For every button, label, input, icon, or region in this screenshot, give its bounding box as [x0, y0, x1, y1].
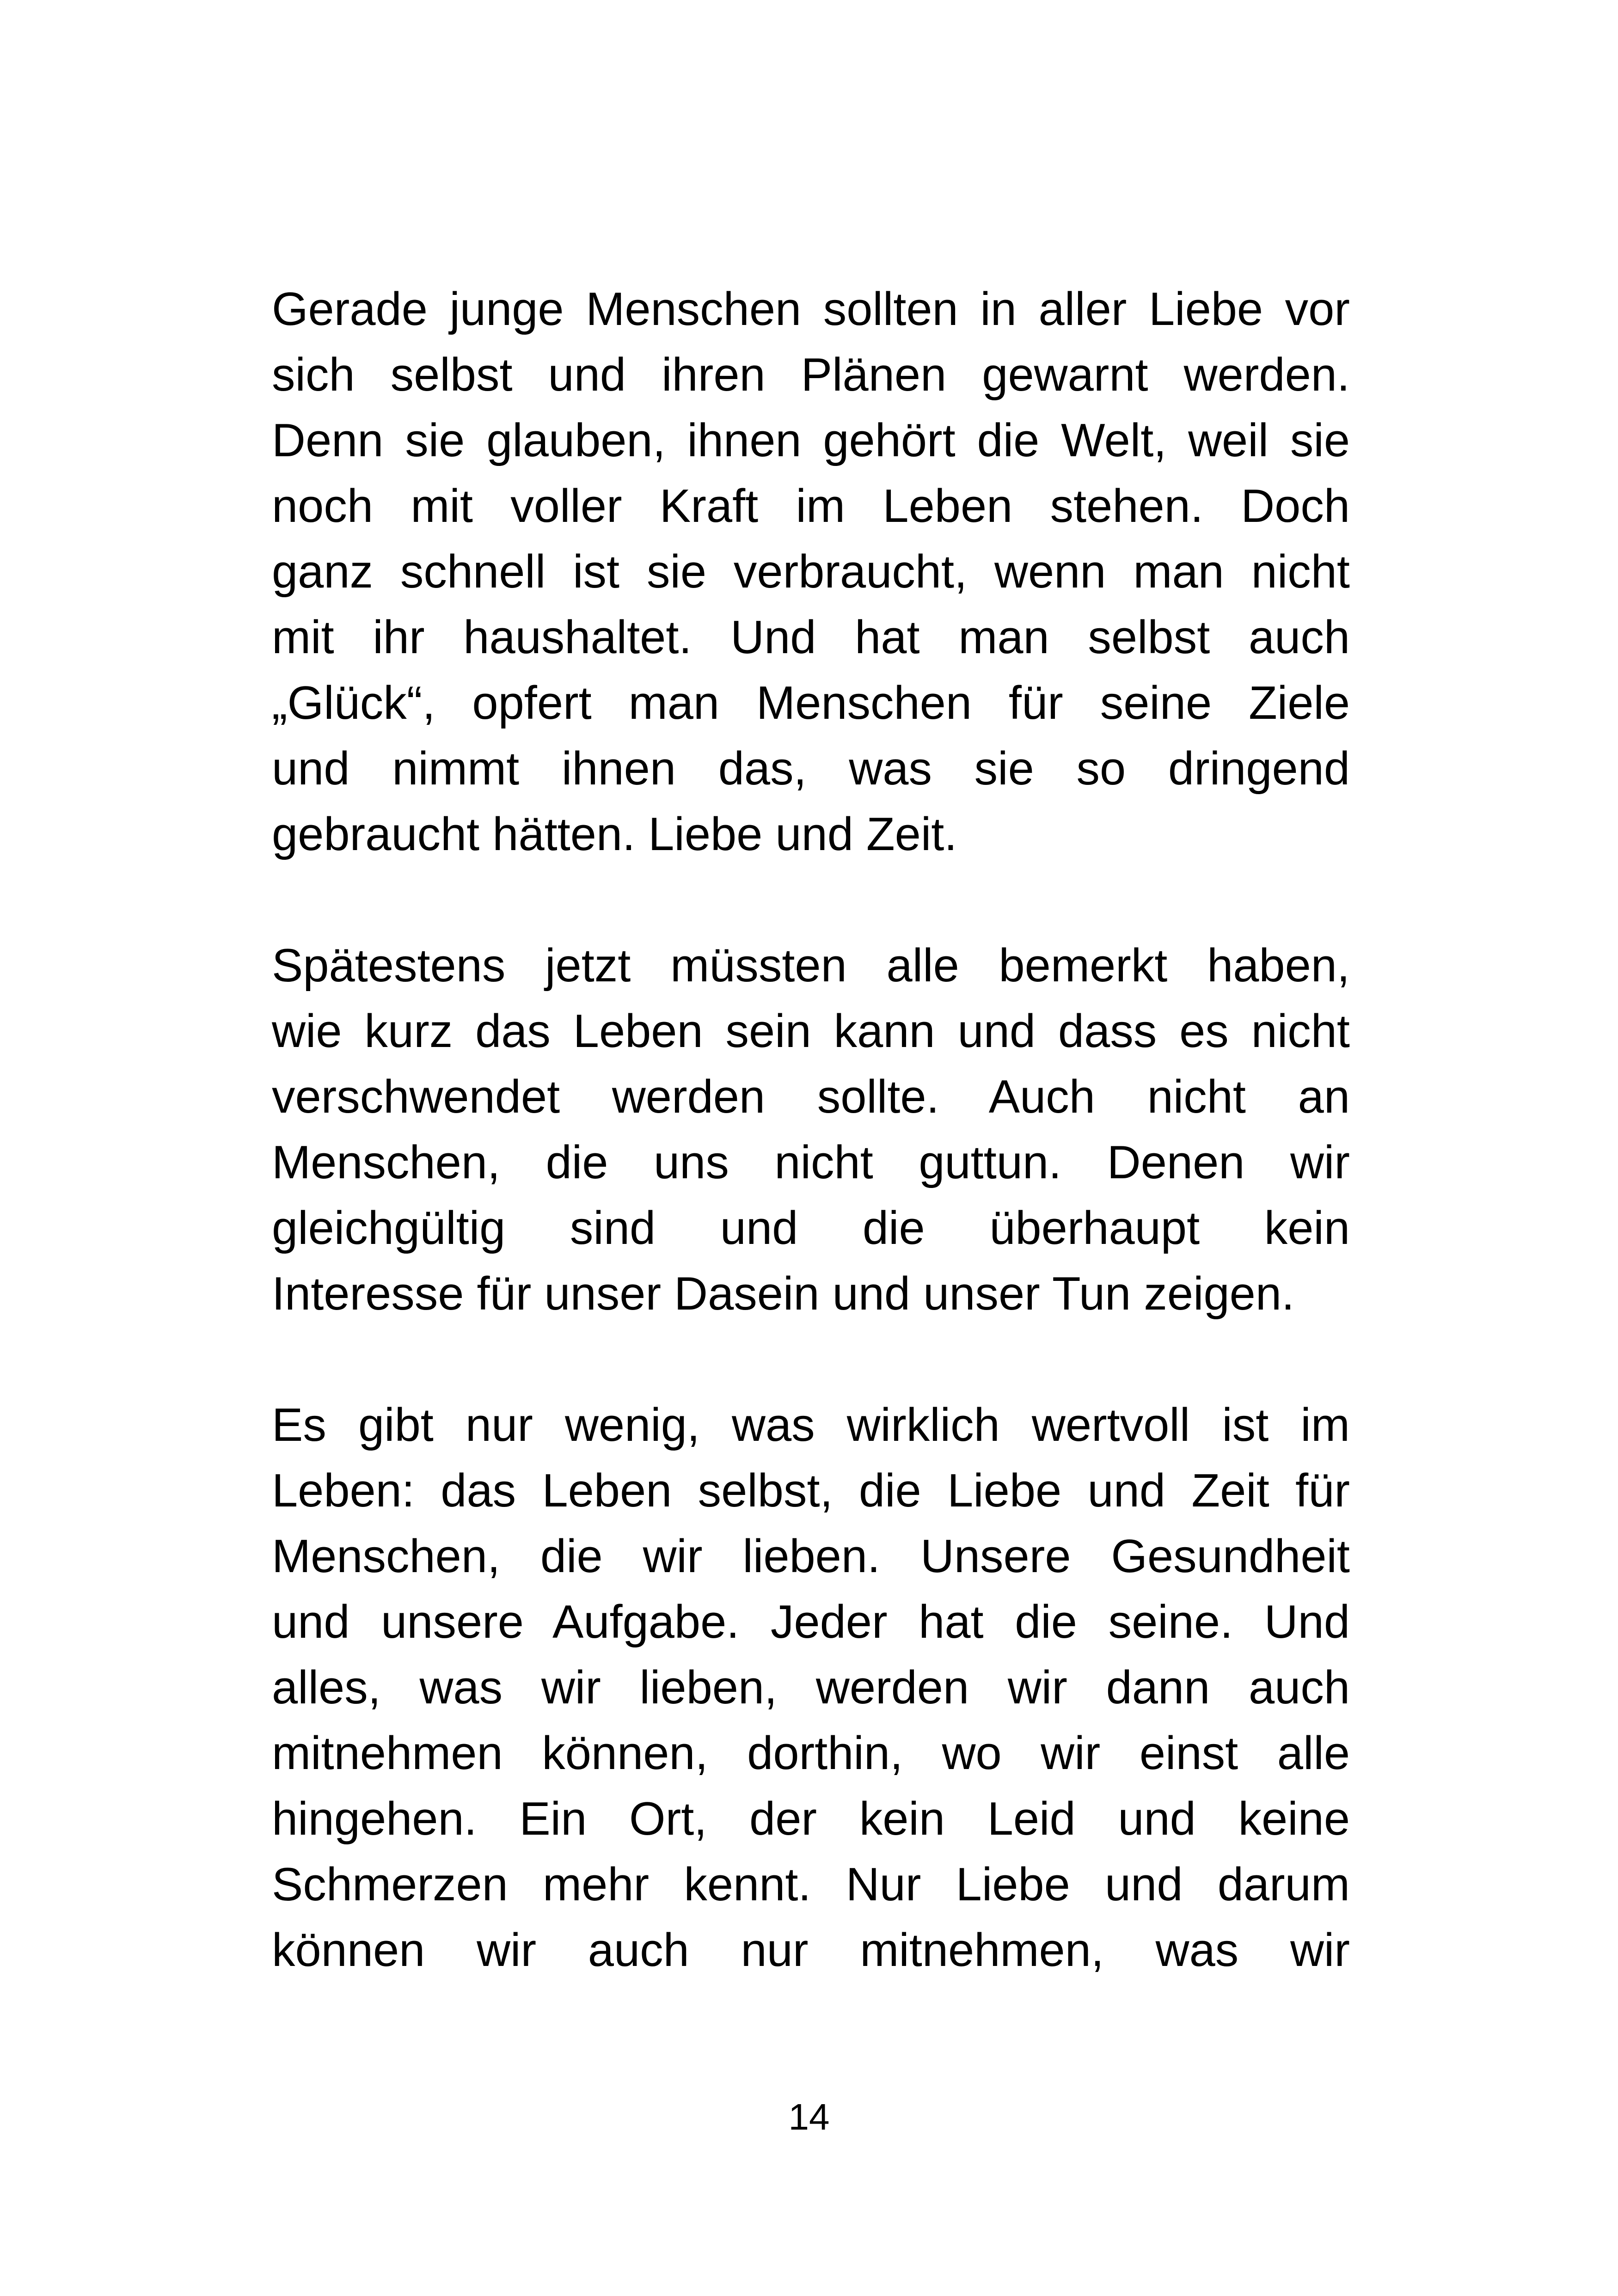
text-line: hingehen. Ein Ort, der kein Leid und keine — [272, 1793, 1350, 1845]
paragraph-1 — [272, 276, 1350, 867]
text-line: und unsere Aufgabe. Jeder hat die seine. Und — [272, 1596, 1350, 1648]
text-line: mitnehmen können, dorthin, wo wir einst alle — [272, 1727, 1350, 1779]
text-line: sich selbst und ihren Plänen gewarnt werden. — [272, 349, 1350, 401]
paragraph-2 — [272, 933, 1350, 1327]
text-line: verschwendet werden sollte. Auch nicht an — [272, 1071, 1350, 1123]
text-line: ganz schnell ist sie verbraucht, wenn man nicht — [272, 546, 1350, 598]
text-line: und nimmt ihnen das, was sie so dringend — [272, 743, 1350, 795]
body-text — [272, 276, 1350, 1983]
text-line: alles, was wir lieben, werden wir dann auch — [272, 1662, 1350, 1714]
text-line: mit ihr haushaltet. Und hat man selbst auch — [272, 612, 1350, 663]
text-line: wie kurz das Leben sein kann und dass es nicht — [272, 1005, 1350, 1057]
text-line: Schmerzen mehr kennt. Nur Liebe und darum — [272, 1859, 1350, 1910]
text-line: Denn sie glauben, ihnen gehört die Welt, weil sie — [272, 415, 1350, 466]
paragraph-3 — [272, 1392, 1350, 1983]
text-line: „Glück“, opfert man Menschen für seine Ziele — [272, 677, 1350, 729]
text-line: können wir auch nur mitnehmen, was wir — [272, 1924, 1350, 1976]
text-line: gebraucht hätten. Liebe und Zeit. — [272, 808, 957, 860]
text-line: Spätestens jetzt müssten alle bemerkt haben, — [272, 940, 1350, 992]
text-line: noch mit voller Kraft im Leben stehen. Doch — [272, 480, 1350, 532]
text-line: Menschen, die wir lieben. Unsere Gesundheit — [272, 1531, 1350, 1582]
page-number: 14 — [788, 2096, 830, 2137]
text-line: Leben: das Leben selbst, die Liebe und Zeit für — [272, 1465, 1350, 1517]
text-line: gleichgültig sind und die überhaupt kein — [272, 1202, 1350, 1254]
text-line: Gerade junge Menschen sollten in aller Liebe vor — [272, 283, 1350, 335]
text-line: Interesse für unser Dasein und unser Tun zeigen. — [272, 1268, 1295, 1320]
text-line: Menschen, die uns nicht guttun. Denen wir — [272, 1137, 1350, 1188]
text-line: Es gibt nur wenig, was wirklich wertvoll ist im — [272, 1399, 1350, 1451]
